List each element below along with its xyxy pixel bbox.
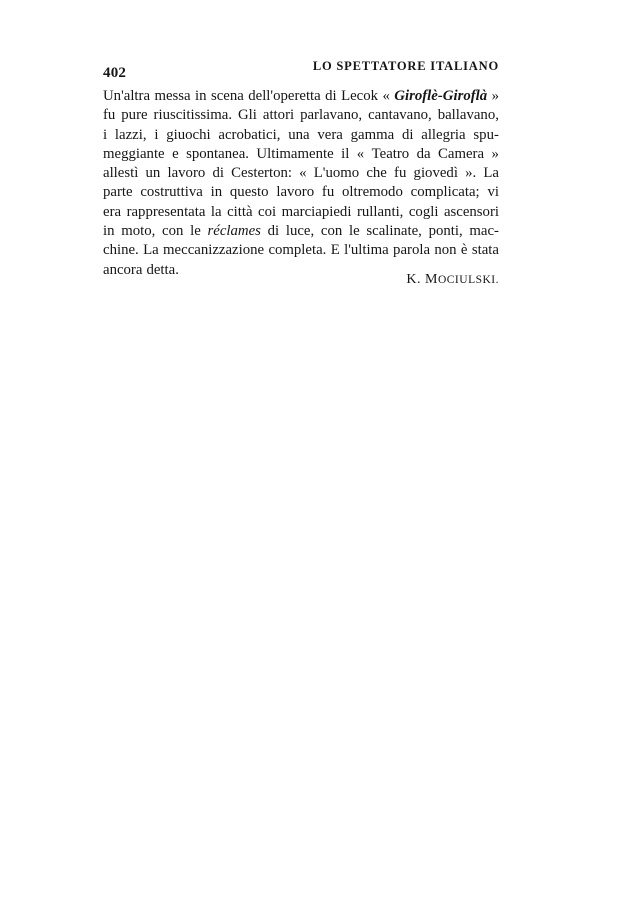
word: le	[349, 223, 360, 240]
text-line	[103, 145, 499, 164]
word: complicata;	[410, 184, 480, 201]
word: vera	[317, 126, 343, 143]
word: Camera	[438, 145, 485, 162]
text-line	[103, 222, 499, 241]
author-signature	[406, 272, 499, 288]
word: parlavano,	[300, 107, 363, 124]
word: mac-	[469, 223, 499, 240]
word: La	[143, 242, 159, 259]
word: questo	[229, 184, 269, 201]
word: Teatro	[371, 145, 410, 162]
word: era	[103, 203, 122, 220]
word: «	[299, 165, 307, 182]
word: ballavano,	[437, 107, 499, 124]
word: «	[382, 88, 390, 104]
text-line	[103, 183, 499, 202]
word: rappresentata	[126, 203, 206, 220]
word: lazzi,	[114, 126, 147, 143]
word: lavoro	[167, 165, 206, 182]
author-surname-rest: OCIULSKI.	[437, 274, 499, 286]
word: ascensori	[443, 203, 499, 220]
word: coi	[258, 203, 277, 220]
word: acrobatici,	[218, 126, 281, 143]
word: pure	[121, 107, 148, 124]
article-body	[103, 87, 499, 280]
word: spu-	[473, 126, 499, 143]
word: Cesterton:	[231, 165, 292, 182]
word: che	[366, 165, 387, 182]
word: di	[267, 223, 280, 240]
word: non	[434, 242, 457, 259]
word: Giroflè-Giroflà	[394, 88, 488, 104]
word: fu	[394, 165, 407, 182]
word: Gli	[238, 107, 257, 124]
word: i	[154, 126, 159, 143]
word: cantavano,	[368, 107, 432, 124]
word: spontanea.	[186, 145, 249, 162]
word: La	[483, 165, 499, 182]
word: fu	[103, 107, 116, 124]
word: di	[325, 88, 337, 104]
word: riuscitissima.	[153, 107, 233, 124]
word: la	[210, 203, 222, 220]
word: in	[195, 88, 207, 104]
word: meggiante	[103, 145, 165, 162]
word: di	[212, 165, 224, 182]
word: vi	[487, 184, 499, 201]
word: fu	[321, 184, 335, 201]
word: Ultimamente	[256, 145, 334, 162]
word: giovedì	[413, 165, 458, 182]
page-number: 402	[103, 65, 127, 81]
word: E	[330, 242, 340, 259]
word: stata	[471, 242, 499, 259]
word: costruttiva	[140, 184, 203, 201]
word: un	[145, 165, 161, 182]
word: città	[227, 203, 253, 220]
word: dell'operetta	[248, 88, 321, 104]
author-initial: K.	[406, 272, 421, 287]
word: Un'altra	[103, 88, 151, 104]
word: »	[491, 145, 499, 162]
word: ancora	[103, 261, 143, 278]
word: parte	[103, 184, 133, 201]
word: da	[416, 145, 431, 162]
word: i	[103, 126, 108, 143]
word: »	[491, 88, 499, 104]
word: meccanizzazione	[163, 242, 265, 259]
word: una	[288, 126, 310, 143]
word: ».	[465, 165, 477, 182]
word: oltremodo	[342, 184, 403, 201]
word: allestì	[103, 165, 139, 182]
text-line	[103, 87, 499, 106]
word: luce,	[285, 223, 315, 240]
word: réclames	[207, 223, 261, 240]
word: le	[190, 223, 201, 240]
text-line	[103, 203, 499, 222]
word: «	[356, 145, 365, 162]
word: giuochi	[166, 126, 211, 143]
word: gamma	[350, 126, 395, 143]
author-surname-initial: M	[425, 272, 438, 287]
word: lavoro	[276, 184, 315, 201]
word: in	[103, 223, 115, 240]
word: con	[320, 223, 343, 240]
word: con	[162, 223, 184, 240]
running-title: LO SPETTATORE ITALIANO	[312, 59, 499, 73]
word: attori	[262, 107, 295, 124]
word: scalinate,	[366, 223, 422, 240]
word: e	[172, 145, 179, 162]
text-line	[103, 164, 499, 183]
word: allegria	[421, 126, 466, 143]
word: in	[210, 184, 223, 201]
text-line	[103, 241, 499, 260]
word: completa.	[268, 242, 327, 259]
text-line	[103, 126, 499, 145]
word: di	[401, 126, 414, 143]
word: messa	[154, 88, 191, 104]
word: parola	[393, 242, 431, 259]
word: scena	[210, 88, 244, 104]
word: marciapiedi	[281, 203, 352, 220]
word: Lecok	[341, 88, 379, 104]
word: L'uomo	[313, 165, 360, 182]
text-line	[103, 106, 499, 125]
word: cogli	[408, 203, 439, 220]
word: l'ultima	[344, 242, 389, 259]
word: ponti,	[428, 223, 463, 240]
word: moto,	[121, 223, 156, 240]
word: chine.	[103, 242, 139, 259]
page-header	[103, 56, 499, 80]
word: il	[341, 145, 350, 162]
word: detta.	[146, 261, 179, 278]
word: è	[460, 242, 468, 259]
word: rullanti,	[356, 203, 404, 220]
